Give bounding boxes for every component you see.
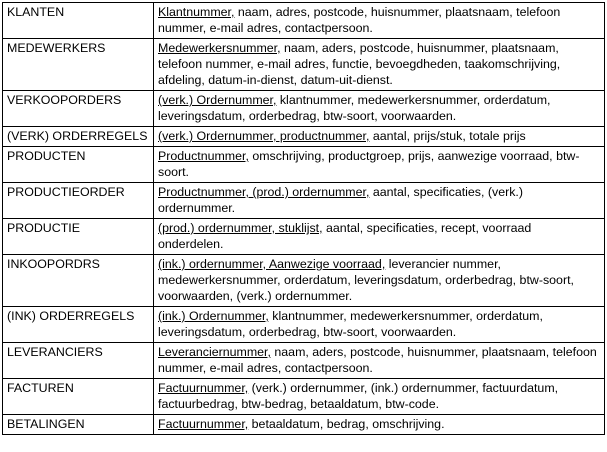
primary-key: Productnummer, xyxy=(158,149,249,163)
entity-name: PRODUCTEN xyxy=(3,147,154,183)
entity-name: PRODUCTIEORDER xyxy=(3,183,154,219)
table-row xyxy=(3,219,605,255)
entity-name: MEDEWERKERS xyxy=(3,39,154,91)
table-row xyxy=(3,255,605,307)
attribute-list xyxy=(154,219,605,255)
table-row xyxy=(3,3,605,39)
entity-name: (VERK) ORDERREGELS xyxy=(3,127,154,147)
entity-name: KLANTEN xyxy=(3,3,154,39)
primary-key: (ink.) Ordernummer, xyxy=(158,309,269,323)
attributes: omschrijving, productgroep, prijs, aanwezige voorraad, btw-soort. xyxy=(158,149,580,179)
attribute-list xyxy=(154,3,605,39)
primary-key: Productnummer, (prod.) ordernummer, xyxy=(158,185,370,199)
attributes: naam, adres, postcode, huisnummer, plaatsnaam, telefoon nummer, e-mail adres, contactpersoon. xyxy=(158,5,561,35)
table-row xyxy=(3,127,605,147)
primary-key: (verk.) Ordernummer, productnummer, xyxy=(158,129,370,143)
entity-name: VERKOOPORDERS xyxy=(3,91,154,127)
entity-name: INKOOPORDRS xyxy=(3,255,154,307)
table-row xyxy=(3,183,605,219)
primary-key: (verk.) Ordernummer, xyxy=(158,93,277,107)
attributes: klantnummer, medewerkersnummer, orderdatum, leveringsdatum, orderbedrag, btw-soort, voorwaarden. xyxy=(158,309,543,339)
attributes: aantal, specificaties, recept, voorraad onderdelen. xyxy=(158,221,532,251)
attribute-list xyxy=(154,91,605,127)
attribute-list xyxy=(154,183,605,219)
attributes: naam, aders, postcode, huisnummer, plaatsnaam, telefoon nummer, e-mail adres, functie, bevoegdheden, taakomschrijving, afdeling, datum-in-dienst, datum-uit-dienst. xyxy=(158,41,561,87)
entity-name: (INK) ORDERREGELS xyxy=(3,307,154,343)
primary-key: Factuurnummer, xyxy=(158,417,249,431)
attribute-list xyxy=(154,127,605,147)
table-row xyxy=(3,307,605,343)
primary-key: Medewerkersnummer, xyxy=(158,41,281,55)
attribute-list xyxy=(154,307,605,343)
primary-key: Klantnummer, xyxy=(158,5,235,19)
attribute-list xyxy=(154,147,605,183)
table-row xyxy=(3,39,605,91)
attributes: aantal, specificaties, (verk.) ordernummer. xyxy=(158,185,523,215)
entity-attribute-table xyxy=(2,2,605,435)
table-row xyxy=(3,343,605,379)
entity-name: LEVERANCIERS xyxy=(3,343,154,379)
primary-key: (prod.) ordernummer, stuklijst, xyxy=(158,221,323,235)
attributes: betaaldatum, bedrag, omschrijving. xyxy=(248,417,445,431)
attribute-list xyxy=(154,39,605,91)
attribute-list xyxy=(154,255,605,307)
attributes: leverancier nummer, medewerkersnummer, orderdatum, leveringsdatum, orderbedrag, btw-soort, voorwaarden, (verk.) ordernummer. xyxy=(158,257,574,303)
attribute-list xyxy=(154,415,605,435)
table-row xyxy=(3,415,605,435)
table-row xyxy=(3,379,605,415)
primary-key: (ink.) ordernummer, Aanwezige voorraad, xyxy=(158,257,386,271)
attributes: naam, aders, postcode, huisnummer, plaatsnaam, telefoon nummer, e-mail adres, contactpersoon. xyxy=(158,345,597,375)
entity-name: BETALINGEN xyxy=(3,415,154,435)
table-body xyxy=(3,3,605,435)
table-row xyxy=(3,91,605,127)
table-row xyxy=(3,147,605,183)
attribute-list xyxy=(154,379,605,415)
primary-key: Factuurnummer, xyxy=(158,381,249,395)
attribute-list xyxy=(154,343,605,379)
attributes: klantnummer, medewerkersnummer, orderdatum, leveringsdatum, orderbedrag, btw-soort, voorwaarden. xyxy=(158,93,551,123)
entity-name: PRODUCTIE xyxy=(3,219,154,255)
attributes: (verk.) ordernummer, (ink.) ordernummer, factuurdatum, factuurbedrag, btw-bedrag, betaaldatum, btw-code. xyxy=(158,381,559,411)
primary-key: Leveranciernummer, xyxy=(158,345,271,359)
attributes: aantal, prijs/stuk, totale prijs xyxy=(369,129,526,143)
entity-name: FACTUREN xyxy=(3,379,154,415)
